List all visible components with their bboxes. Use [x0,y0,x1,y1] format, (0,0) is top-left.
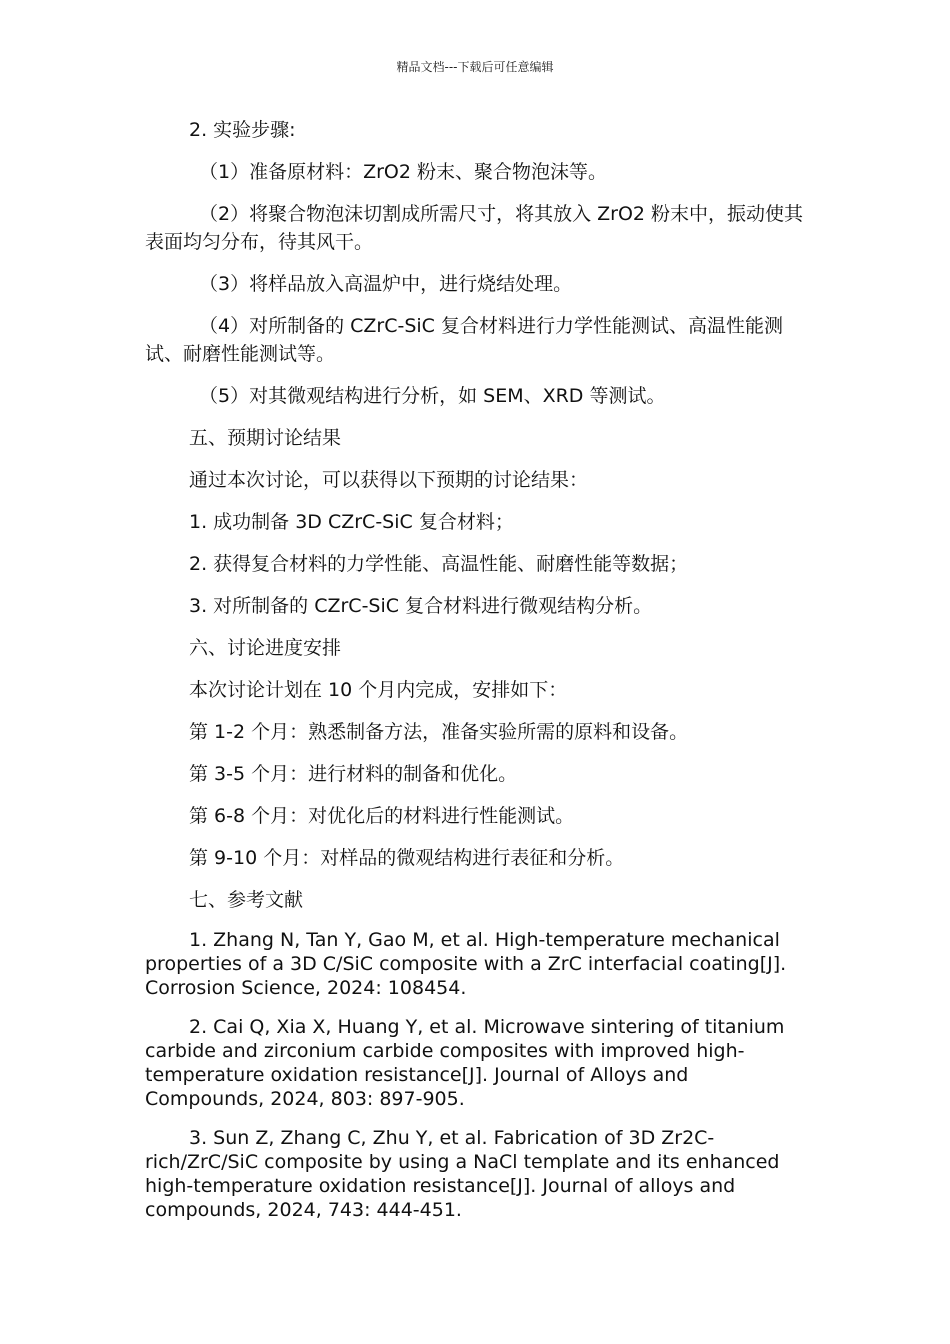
schedule-intro: 本次讨论计划在 10 个月内完成，安排如下： [189,679,568,701]
step-3: （3）将样品放入高温炉中，进行烧结处理。 [199,273,573,295]
step-4: （4）对所制备的 CZrC-SiC 复合材料进行力学性能测试、高温性能测试、耐磨性能测试等。 [145,315,783,365]
step-heading: 2. 实验步骤: [189,119,296,141]
expected-results-intro: 通过本次讨论，可以获得以下预期的讨论结果： [189,469,589,491]
page-header: 精品文档---下载后可任意编辑 [396,60,554,74]
reference-2: 2. Cai Q, Xia X, Huang Y, et al. Microwave sintering of titanium carbide and zirconium carbide composites with improved high-temperature oxidation resistance[J]. Journal of Alloys and Compounds, 2024, 803: 897-905. [145,1016,785,1110]
reference-1: 1. Zhang N, Tan Y, Gao M, et al. High-temperature mechanical properties of a 3D C/SiC composite with a ZrC interfacial coating[J]. Corrosion Science, 2024: 108454. [145,929,787,999]
schedule-item-4: 第 9-10 个月：对样品的微观结构进行表征和分析。 [189,847,625,869]
expected-result-2: 2. 获得复合材料的力学性能、高温性能、耐磨性能等数据； [189,553,689,575]
reference-3: 3. Sun Z, Zhang C, Zhu Y, et al. Fabrication of 3D Zr2C-rich/ZrC/SiC composite by using a NaCl template and its enhanced high-temperature oxidation resistance[J]. Journal of alloys and compounds, 2024, 743: 444-451. [145,1127,780,1221]
expected-result-3: 3. 对所制备的 CZrC-SiC 复合材料进行微观结构分析。 [189,595,653,617]
schedule-item-1: 第 1-2 个月：熟悉制备方法，准备实验所需的原料和设备。 [189,721,689,743]
document-body [145,116,810,1237]
schedule-item-2: 第 3-5 个月：进行材料的制备和优化。 [189,763,518,785]
section-heading-5: 五、预期讨论结果 [189,427,342,449]
step-2: （2）将聚合物泡沫切割成所需尺寸，将其放入 ZrO2 粉末中，振动使其表面均匀分布，待其风干。 [145,203,804,253]
step-1: （1）准备原材料：ZrO2 粉末、聚合物泡沫等。 [199,161,608,183]
expected-result-1: 1. 成功制备 3D CZrC-SiC 复合材料； [189,511,514,533]
section-heading-7: 七、参考文献 [189,889,304,911]
schedule-item-3: 第 6-8 个月：对优化后的材料进行性能测试。 [189,805,575,827]
section-heading-6: 六、讨论进度安排 [189,637,342,659]
step-5: （5）对其微观结构进行分析，如 SEM、XRD 等测试。 [199,385,666,407]
